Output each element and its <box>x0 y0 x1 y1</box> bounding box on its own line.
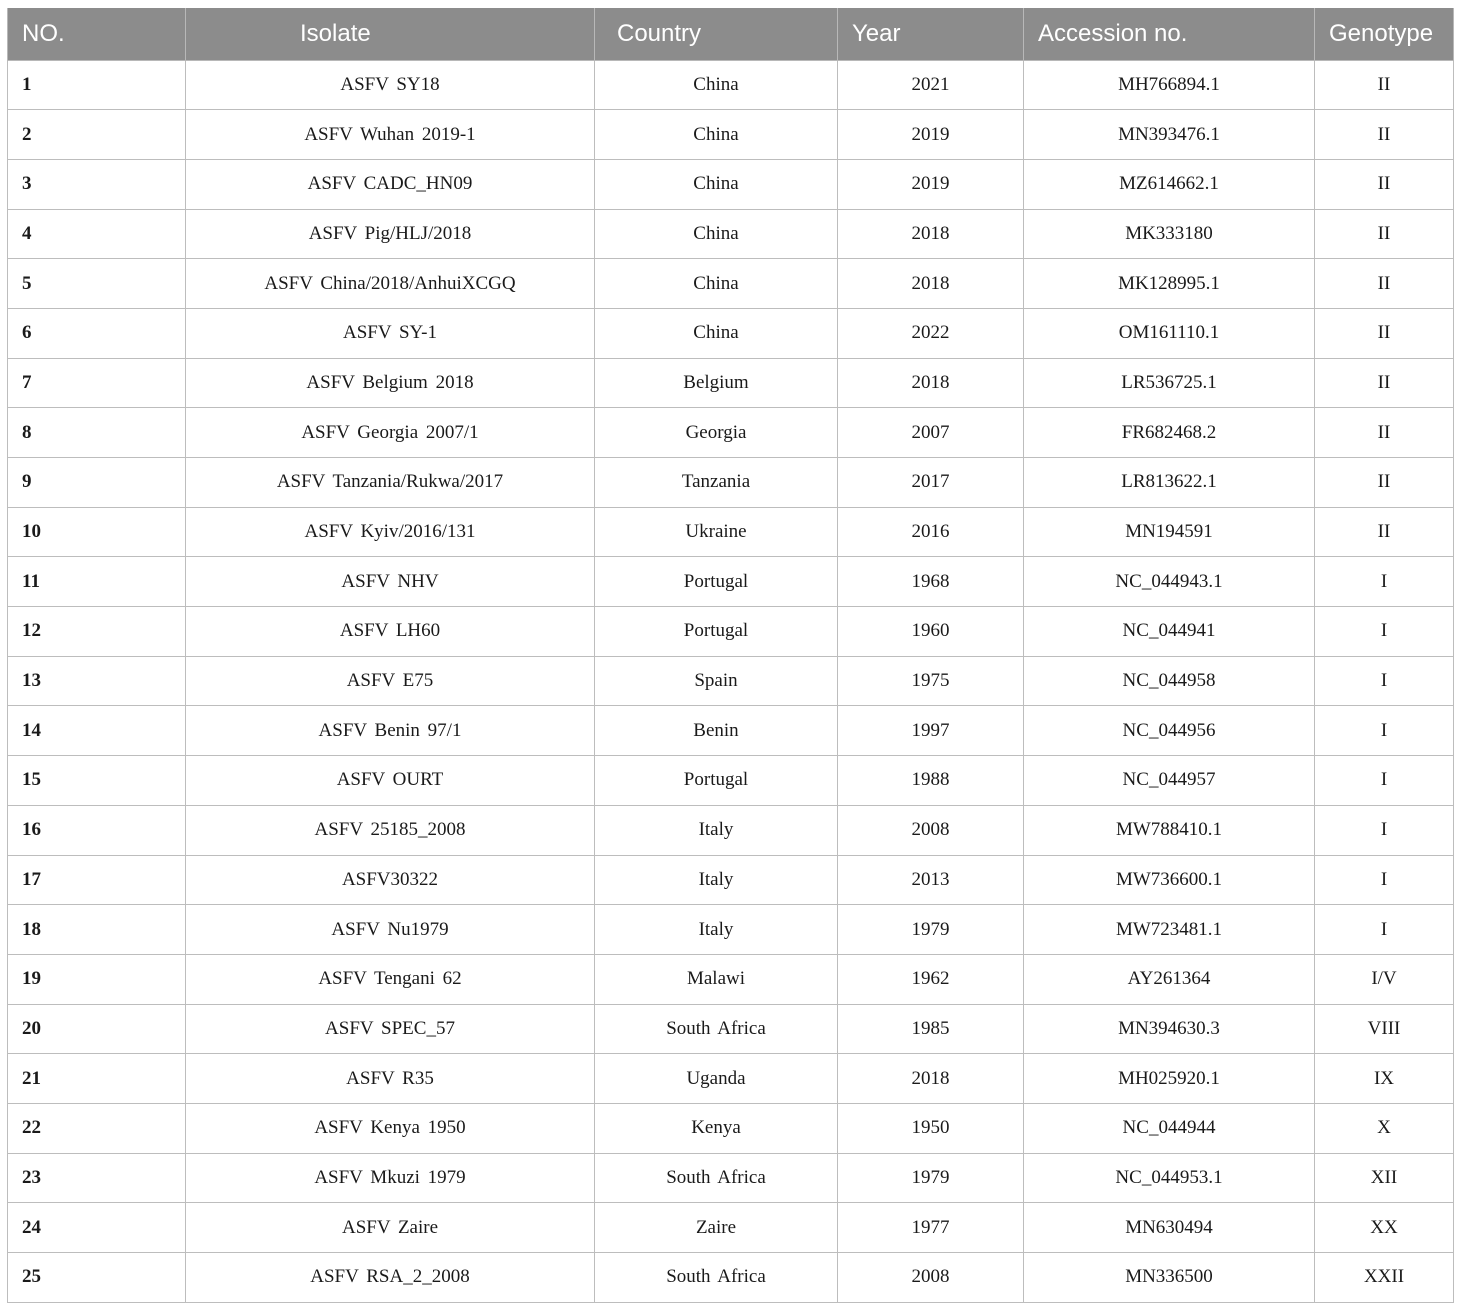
accession-cell: MW736600.1 <box>1024 855 1315 905</box>
country-cell: Portugal <box>595 756 838 806</box>
row-number: 9 <box>8 458 186 508</box>
year-cell: 1968 <box>838 557 1024 607</box>
table-row <box>8 557 1454 607</box>
header-isolate: Isolate <box>186 8 595 60</box>
genotype-cell: II <box>1315 209 1454 259</box>
table-row <box>8 905 1454 955</box>
isolate-cell: ASFV RSA_2_2008 <box>186 1253 595 1303</box>
accession-cell: MW723481.1 <box>1024 905 1315 955</box>
country-cell: China <box>595 110 838 160</box>
table-row <box>8 159 1454 209</box>
accession-cell: MW788410.1 <box>1024 805 1315 855</box>
accession-cell: OM161110.1 <box>1024 308 1315 358</box>
header-row <box>8 8 1454 60</box>
accession-cell: NC_044956 <box>1024 706 1315 756</box>
genotype-cell: XX <box>1315 1203 1454 1253</box>
year-cell: 2008 <box>838 1253 1024 1303</box>
header-genotype: Genotype <box>1315 8 1454 60</box>
year-cell: 1962 <box>838 954 1024 1004</box>
row-number: 2 <box>8 110 186 160</box>
genotype-cell: I <box>1315 905 1454 955</box>
genotype-cell: I <box>1315 805 1454 855</box>
row-number: 15 <box>8 756 186 806</box>
year-cell: 1977 <box>838 1203 1024 1253</box>
isolate-cell: ASFV Kenya 1950 <box>186 1103 595 1153</box>
row-number: 8 <box>8 408 186 458</box>
row-number: 1 <box>8 60 186 110</box>
isolate-cell: ASFV SPEC_57 <box>186 1004 595 1054</box>
table-row <box>8 60 1454 110</box>
header-accession: Accession no. <box>1024 8 1315 60</box>
table-row <box>8 458 1454 508</box>
isolates-table <box>7 8 1454 1303</box>
country-cell: Portugal <box>595 557 838 607</box>
isolate-cell: ASFV 25185_2008 <box>186 805 595 855</box>
country-cell: China <box>595 60 838 110</box>
isolate-cell: ASFV R35 <box>186 1054 595 1104</box>
year-cell: 1988 <box>838 756 1024 806</box>
table-body <box>8 60 1454 1302</box>
row-number: 23 <box>8 1153 186 1203</box>
row-number: 5 <box>8 259 186 309</box>
year-cell: 2018 <box>838 1054 1024 1104</box>
country-cell: China <box>595 209 838 259</box>
year-cell: 1985 <box>838 1004 1024 1054</box>
year-cell: 2018 <box>838 259 1024 309</box>
year-cell: 2018 <box>838 358 1024 408</box>
table-row <box>8 507 1454 557</box>
isolate-cell: ASFV SY18 <box>186 60 595 110</box>
country-cell: South Africa <box>595 1004 838 1054</box>
genotype-cell: I <box>1315 706 1454 756</box>
genotype-cell: VIII <box>1315 1004 1454 1054</box>
accession-cell: MN394630.3 <box>1024 1004 1315 1054</box>
accession-cell: NC_044958 <box>1024 656 1315 706</box>
row-number: 22 <box>8 1103 186 1153</box>
year-cell: 1979 <box>838 1153 1024 1203</box>
accession-cell: MH025920.1 <box>1024 1054 1315 1104</box>
header-year: Year <box>838 8 1024 60</box>
genotype-cell: II <box>1315 358 1454 408</box>
row-number: 10 <box>8 507 186 557</box>
year-cell: 2021 <box>838 60 1024 110</box>
country-cell: South Africa <box>595 1253 838 1303</box>
isolate-cell: ASFV Kyiv/2016/131 <box>186 507 595 557</box>
accession-cell: NC_044941 <box>1024 607 1315 657</box>
genotype-cell: I <box>1315 855 1454 905</box>
row-number: 4 <box>8 209 186 259</box>
isolate-cell: ASFV NHV <box>186 557 595 607</box>
accession-cell: MN336500 <box>1024 1253 1315 1303</box>
year-cell: 1997 <box>838 706 1024 756</box>
accession-cell: LR536725.1 <box>1024 358 1315 408</box>
isolate-cell: ASFV E75 <box>186 656 595 706</box>
genotype-cell: I <box>1315 656 1454 706</box>
isolate-cell: ASFV LH60 <box>186 607 595 657</box>
genotype-cell: II <box>1315 308 1454 358</box>
row-number: 21 <box>8 1054 186 1104</box>
genotype-cell: XXII <box>1315 1253 1454 1303</box>
accession-cell: MK128995.1 <box>1024 259 1315 309</box>
country-cell: Kenya <box>595 1103 838 1153</box>
year-cell: 2008 <box>838 805 1024 855</box>
year-cell: 1960 <box>838 607 1024 657</box>
accession-cell: FR682468.2 <box>1024 408 1315 458</box>
header-country: Country <box>595 8 838 60</box>
row-number: 19 <box>8 954 186 1004</box>
country-cell: Uganda <box>595 1054 838 1104</box>
country-cell: Belgium <box>595 358 838 408</box>
accession-cell: NC_044953.1 <box>1024 1153 1315 1203</box>
country-cell: Spain <box>595 656 838 706</box>
genotype-cell: II <box>1315 507 1454 557</box>
genotype-cell: I/V <box>1315 954 1454 1004</box>
table-row <box>8 259 1454 309</box>
isolate-cell: ASFV Benin 97/1 <box>186 706 595 756</box>
isolate-cell: ASFV Mkuzi 1979 <box>186 1153 595 1203</box>
row-number: 7 <box>8 358 186 408</box>
isolate-cell: ASFV30322 <box>186 855 595 905</box>
country-cell: Malawi <box>595 954 838 1004</box>
table-row <box>8 110 1454 160</box>
row-number: 3 <box>8 159 186 209</box>
accession-cell: MN630494 <box>1024 1203 1315 1253</box>
genotype-cell: X <box>1315 1103 1454 1153</box>
table-row <box>8 308 1454 358</box>
country-cell: Georgia <box>595 408 838 458</box>
row-number: 20 <box>8 1004 186 1054</box>
table-header <box>8 8 1454 60</box>
country-cell: China <box>595 259 838 309</box>
isolate-cell: ASFV Pig/HLJ/2018 <box>186 209 595 259</box>
accession-cell: MN194591 <box>1024 507 1315 557</box>
country-cell: Italy <box>595 855 838 905</box>
row-number: 25 <box>8 1253 186 1303</box>
genotype-cell: I <box>1315 607 1454 657</box>
accession-cell: AY261364 <box>1024 954 1315 1004</box>
year-cell: 2007 <box>838 408 1024 458</box>
table-row <box>8 209 1454 259</box>
country-cell: Tanzania <box>595 458 838 508</box>
row-number: 11 <box>8 557 186 607</box>
genotype-cell: IX <box>1315 1054 1454 1104</box>
row-number: 13 <box>8 656 186 706</box>
year-cell: 2022 <box>838 308 1024 358</box>
genotype-cell: II <box>1315 60 1454 110</box>
country-cell: China <box>595 308 838 358</box>
country-cell: China <box>595 159 838 209</box>
table-row <box>8 855 1454 905</box>
genotype-cell: II <box>1315 259 1454 309</box>
genotype-cell: II <box>1315 110 1454 160</box>
country-cell: Benin <box>595 706 838 756</box>
genotype-cell: II <box>1315 458 1454 508</box>
year-cell: 1975 <box>838 656 1024 706</box>
country-cell: Portugal <box>595 607 838 657</box>
accession-cell: LR813622.1 <box>1024 458 1315 508</box>
table-row <box>8 1253 1454 1303</box>
accession-cell: MZ614662.1 <box>1024 159 1315 209</box>
row-number: 12 <box>8 607 186 657</box>
row-number: 16 <box>8 805 186 855</box>
isolate-cell: ASFV CADC_HN09 <box>186 159 595 209</box>
isolate-cell: ASFV Wuhan 2019-1 <box>186 110 595 160</box>
table-row <box>8 1004 1454 1054</box>
isolate-cell: ASFV China/2018/AnhuiXCGQ <box>186 259 595 309</box>
isolate-cell: ASFV Tanzania/Rukwa/2017 <box>186 458 595 508</box>
country-cell: Italy <box>595 805 838 855</box>
country-cell: Italy <box>595 905 838 955</box>
year-cell: 1979 <box>838 905 1024 955</box>
row-number: 6 <box>8 308 186 358</box>
accession-cell: MN393476.1 <box>1024 110 1315 160</box>
table-row <box>8 805 1454 855</box>
genotype-cell: I <box>1315 756 1454 806</box>
genotype-cell: I <box>1315 557 1454 607</box>
table-row <box>8 656 1454 706</box>
table-row <box>8 408 1454 458</box>
accession-cell: NC_044944 <box>1024 1103 1315 1153</box>
header-no: NO. <box>8 8 186 60</box>
genotype-cell: XII <box>1315 1153 1454 1203</box>
year-cell: 2017 <box>838 458 1024 508</box>
country-cell: South Africa <box>595 1153 838 1203</box>
accession-cell: MH766894.1 <box>1024 60 1315 110</box>
year-cell: 2019 <box>838 159 1024 209</box>
table-row <box>8 607 1454 657</box>
isolate-cell: ASFV Zaire <box>186 1203 595 1253</box>
country-cell: Ukraine <box>595 507 838 557</box>
accession-cell: MK333180 <box>1024 209 1315 259</box>
table-row <box>8 1054 1454 1104</box>
row-number: 18 <box>8 905 186 955</box>
year-cell: 2019 <box>838 110 1024 160</box>
isolate-cell: ASFV Georgia 2007/1 <box>186 408 595 458</box>
isolate-cell: ASFV Nu1979 <box>186 905 595 955</box>
accession-cell: NC_044943.1 <box>1024 557 1315 607</box>
year-cell: 1950 <box>838 1103 1024 1153</box>
table-row <box>8 1203 1454 1253</box>
table-row <box>8 954 1454 1004</box>
row-number: 17 <box>8 855 186 905</box>
genotype-cell: II <box>1315 159 1454 209</box>
isolate-cell: ASFV Belgium 2018 <box>186 358 595 408</box>
table-row <box>8 358 1454 408</box>
isolate-cell: ASFV OURT <box>186 756 595 806</box>
row-number: 24 <box>8 1203 186 1253</box>
table-row <box>8 706 1454 756</box>
genotype-cell: II <box>1315 408 1454 458</box>
country-cell: Zaire <box>595 1203 838 1253</box>
table-row <box>8 756 1454 806</box>
year-cell: 2016 <box>838 507 1024 557</box>
year-cell: 2018 <box>838 209 1024 259</box>
table-row <box>8 1153 1454 1203</box>
year-cell: 2013 <box>838 855 1024 905</box>
isolate-cell: ASFV SY-1 <box>186 308 595 358</box>
table-row <box>8 1103 1454 1153</box>
accession-cell: NC_044957 <box>1024 756 1315 806</box>
isolate-cell: ASFV Tengani 62 <box>186 954 595 1004</box>
row-number: 14 <box>8 706 186 756</box>
